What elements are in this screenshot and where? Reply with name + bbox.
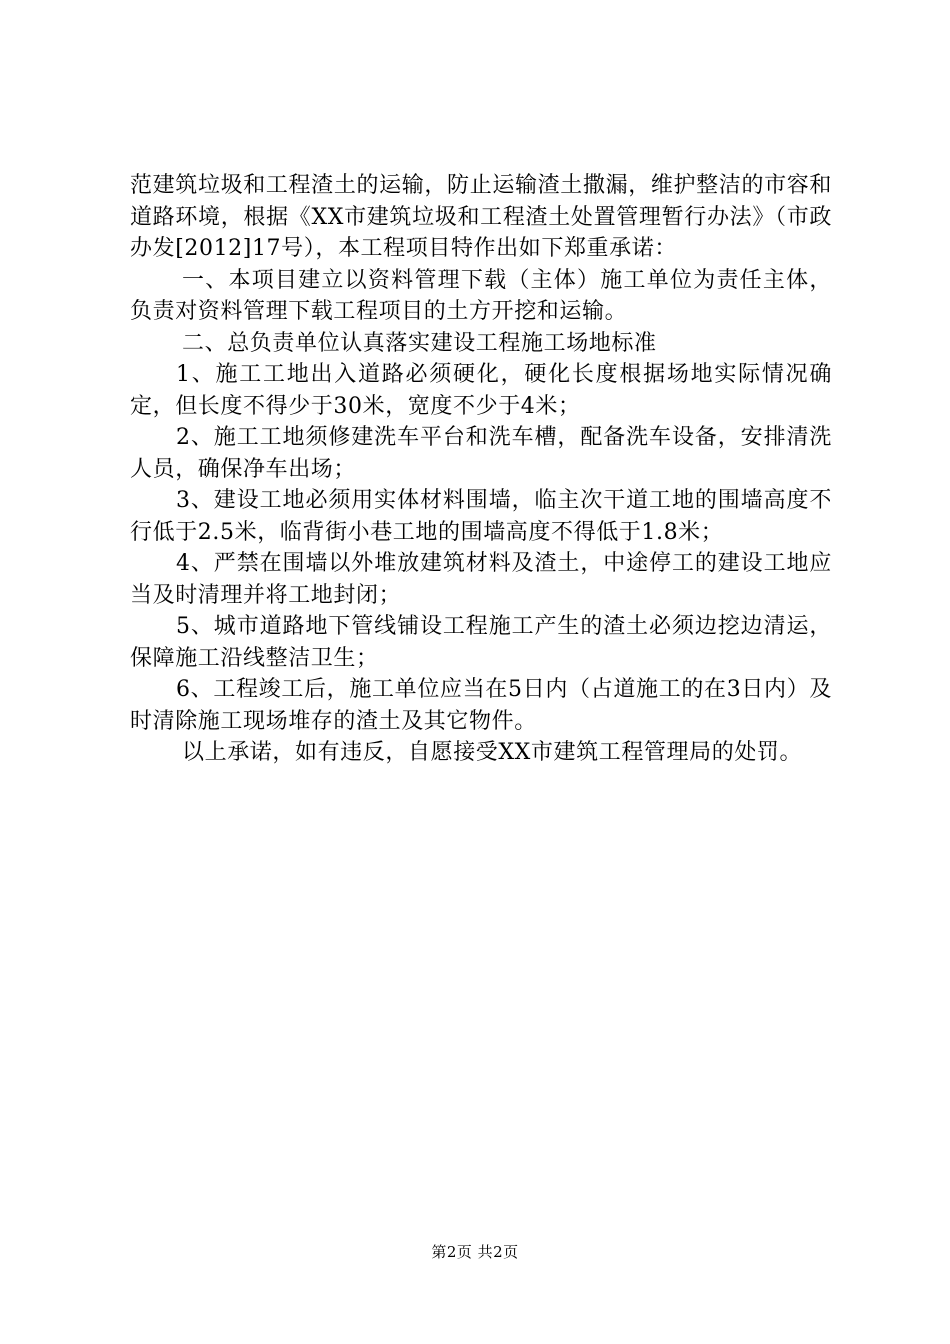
document-body xyxy=(130,170,832,769)
page-number-footer: 第2页 共2页 xyxy=(431,1243,519,1261)
paragraph-subitem-2: 2、施工工地须修建洗车平台和洗车槽，配备洗车设备，安排清洗人员，确保净车出场； xyxy=(130,425,832,482)
paragraph-subitem-1: 1、施工工地出入道路必须硬化，硬化长度根据场地实际情况确定，但长度不得少于30米，宽度不少于4米； xyxy=(130,362,832,419)
paragraph-item-1: 一、本项目建立以资料管理下载（主体）施工单位为责任主体，负责对资料管理下载工程项目的土方开挖和运输。 xyxy=(130,267,832,324)
paragraph-closing: 以上承诺，如有违反，自愿接受XX市建筑工程管理局的处罚。 xyxy=(182,740,803,765)
paragraph-intro: 范建筑垃圾和工程渣土的运输，防止运输渣土撒漏，维护整洁的市容和道路环境，根据《XX市建筑垃圾和工程渣土处置管理暂行办法》（市政办发[2012]17号），本工程项目特作出如下郑重承诺： xyxy=(130,173,832,261)
paragraph-subitem-3: 3、建设工地必须用实体材料围墙，临主次干道工地的围墙高度不行低于2.5米，临背街小巷工地的围墙高度不得低于1.8米； xyxy=(130,488,832,545)
paragraph-subitem-5: 5、城市道路地下管线铺设工程施工产生的渣土必须边挖边清运，保障施工沿线整洁卫生； xyxy=(130,614,832,671)
paragraph-item-2: 二、总负责单位认真落实建设工程施工场地标准 xyxy=(182,330,657,356)
paragraph-subitem-4: 4、严禁在围墙以外堆放建筑材料及渣土，中途停工的建设工地应当及时清理并将工地封闭； xyxy=(130,551,832,608)
paragraph-subitem-6: 6、工程竣工后，施工单位应当在5日内（占道施工的在3日内）及时清除施工现场堆存的渣土及其它物件。 xyxy=(130,677,832,734)
